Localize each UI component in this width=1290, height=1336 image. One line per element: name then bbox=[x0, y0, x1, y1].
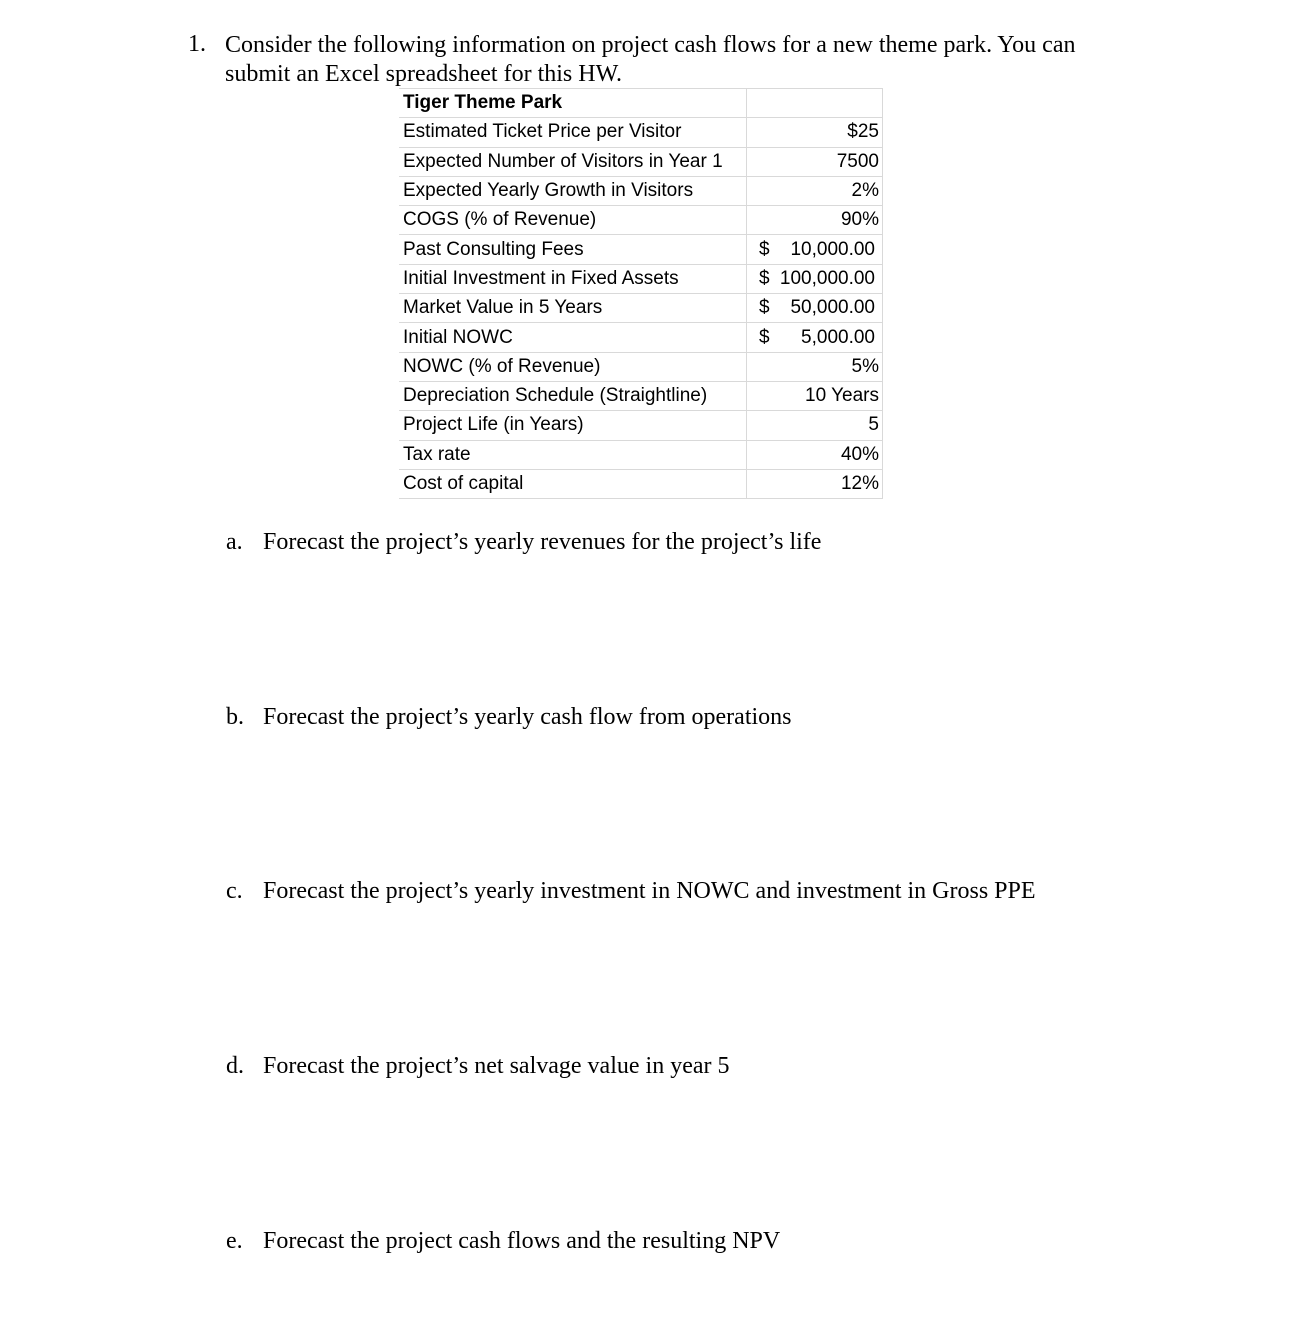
table-row bbox=[399, 440, 883, 469]
row-value: 90% bbox=[747, 206, 883, 235]
subquestion-text: Forecast the project’s yearly cash flow from operations bbox=[263, 704, 792, 730]
currency-symbol: $ bbox=[759, 297, 770, 319]
table-row bbox=[399, 323, 883, 352]
row-value-cell bbox=[747, 294, 883, 323]
table-title-row bbox=[399, 89, 883, 118]
table-row bbox=[399, 176, 883, 205]
row-value: 7500 bbox=[747, 147, 883, 176]
row-label: Market Value in 5 Years bbox=[399, 294, 747, 323]
row-label: Estimated Ticket Price per Visitor bbox=[399, 118, 747, 147]
currency-symbol: $ bbox=[759, 267, 770, 289]
currency-symbol: $ bbox=[759, 238, 770, 260]
row-value: 50,000.00 bbox=[790, 297, 875, 319]
table-row bbox=[399, 294, 883, 323]
row-label: Expected Yearly Growth in Visitors bbox=[399, 176, 747, 205]
subquestion-letter: d. bbox=[226, 1053, 244, 1079]
row-value: 5,000.00 bbox=[801, 326, 875, 348]
row-value: 100,000.00 bbox=[779, 267, 875, 289]
table-row bbox=[399, 147, 883, 176]
row-label: Tax rate bbox=[399, 440, 747, 469]
subquestion-text: Forecast the project’s yearly investment in NOWC and investment in Gross PPE bbox=[263, 878, 1036, 904]
row-value: 2% bbox=[747, 176, 883, 205]
subquestion-letter: a. bbox=[226, 529, 243, 555]
row-value: 12% bbox=[747, 469, 883, 498]
subquestion-b bbox=[226, 704, 792, 731]
table-row bbox=[399, 118, 883, 147]
subquestion-text: Forecast the project’s yearly revenues for the project’s life bbox=[263, 529, 822, 555]
row-value: $25 bbox=[747, 118, 883, 147]
table-row bbox=[399, 264, 883, 293]
subquestion-c bbox=[226, 878, 1036, 905]
row-value: 5% bbox=[747, 352, 883, 381]
row-value-cell bbox=[747, 235, 883, 264]
row-value: 10 Years bbox=[747, 381, 883, 410]
question-text: Consider the following information on project cash flows for a new theme park. You can submit an Excel spreadsheet for this HW. bbox=[225, 32, 1076, 87]
row-value: 40% bbox=[747, 440, 883, 469]
row-value-cell bbox=[747, 323, 883, 352]
table-row bbox=[399, 469, 883, 498]
question-number: 1. bbox=[188, 31, 206, 57]
row-label: Expected Number of Visitors in Year 1 bbox=[399, 147, 747, 176]
table-row bbox=[399, 235, 883, 264]
subquestion-letter: e. bbox=[226, 1228, 243, 1254]
table-row bbox=[399, 352, 883, 381]
subquestion-e bbox=[226, 1228, 780, 1255]
row-label: Depreciation Schedule (Straightline) bbox=[399, 381, 747, 410]
row-label: COGS (% of Revenue) bbox=[399, 206, 747, 235]
row-label: Past Consulting Fees bbox=[399, 235, 747, 264]
row-label: Initial NOWC bbox=[399, 323, 747, 352]
row-label: Initial Investment in Fixed Assets bbox=[399, 264, 747, 293]
table-row bbox=[399, 206, 883, 235]
table-row bbox=[399, 411, 883, 440]
row-value: 5 bbox=[747, 411, 883, 440]
row-label: NOWC (% of Revenue) bbox=[399, 352, 747, 381]
subquestion-letter: b. bbox=[226, 704, 244, 730]
subquestion-text: Forecast the project cash flows and the resulting NPV bbox=[263, 1228, 781, 1254]
subquestion-a bbox=[226, 529, 821, 556]
subquestion-letter: c. bbox=[226, 878, 243, 904]
subquestion-d bbox=[226, 1053, 730, 1080]
subquestion-text: Forecast the project’s net salvage value in year 5 bbox=[263, 1053, 730, 1079]
currency-symbol: $ bbox=[759, 326, 770, 348]
table-title: Tiger Theme Park bbox=[399, 89, 747, 118]
data-table bbox=[399, 88, 883, 499]
row-value-cell bbox=[747, 264, 883, 293]
row-value: 10,000.00 bbox=[790, 238, 875, 260]
table-row bbox=[399, 381, 883, 410]
row-label: Cost of capital bbox=[399, 469, 747, 498]
table-title-value-cell bbox=[747, 89, 883, 118]
row-label: Project Life (in Years) bbox=[399, 411, 747, 440]
